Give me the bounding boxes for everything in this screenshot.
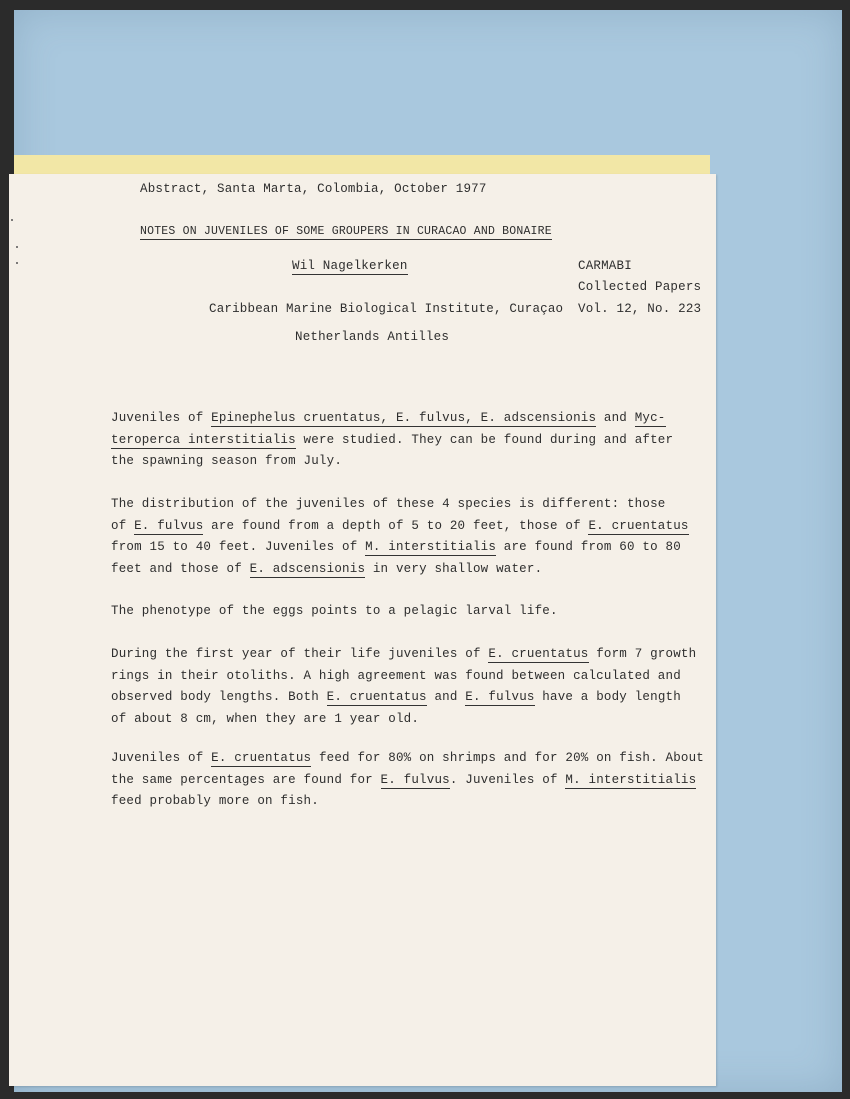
- author-name: Wil Nagelkerken: [292, 259, 408, 273]
- body-text: were studied. They can be found during and after: [295, 432, 674, 447]
- body-text: have a body length: [534, 690, 681, 704]
- body-text: Juveniles of: [111, 751, 212, 765]
- body-line: [111, 541, 681, 554]
- body-line: [111, 498, 666, 511]
- species-name: teroperca interstitialis: [111, 432, 296, 447]
- species-name: E. cruentatus: [211, 751, 312, 765]
- series-name: CARMABI: [578, 259, 632, 273]
- body-line: [111, 752, 704, 765]
- paper-title: NOTES ON JUVENILES OF SOME GROUPERS IN CURACAO AND BONAIRE: [140, 225, 552, 238]
- body-line: [111, 605, 558, 618]
- body-text: During the first year of their life juveniles of: [111, 647, 489, 661]
- body-line: [111, 795, 319, 808]
- body-text: feed for 80% on shrimps and for 20% on fish. About: [311, 751, 705, 765]
- species-name: Epinephelus cruentatus, E. fulvus, E. adscensionis: [211, 411, 597, 425]
- species-name: E. adscensionis: [249, 561, 366, 576]
- body-text: and: [426, 690, 466, 704]
- species-name: E. fulvus: [465, 690, 535, 704]
- body-text: form 7 growth: [588, 647, 697, 661]
- margin-mark: [16, 262, 18, 264]
- body-line: [111, 713, 419, 726]
- series-volume: Vol. 12, No. 223: [578, 302, 702, 316]
- body-line: [111, 670, 681, 683]
- body-line: [111, 648, 696, 661]
- body-text: the same percentages are found for: [111, 772, 381, 787]
- species-name: E. cruentatus: [588, 518, 689, 533]
- body-text: feed probably more on fish.: [111, 794, 319, 808]
- body-text: and: [596, 411, 635, 425]
- margin-mark: [16, 246, 18, 248]
- institute-name: Caribbean Marine Biological Institute, Curaçao: [209, 302, 564, 316]
- body-text: The distribution of the juveniles of these 4 species is different: those: [111, 497, 666, 511]
- body-line: [111, 434, 673, 447]
- body-line: [111, 563, 542, 576]
- species-name: M. interstitialis: [365, 540, 497, 554]
- abstract-line: Abstract, Santa Marta, Colombia, October 1977: [140, 182, 487, 196]
- body-line: [111, 412, 666, 425]
- body-line: [111, 455, 342, 468]
- body-text: the spawning season from July.: [111, 454, 343, 468]
- species-name: E. cruentatus: [326, 690, 427, 704]
- species-name: E. fulvus: [380, 772, 450, 787]
- body-text: from 15 to 40 feet. Juveniles of: [111, 540, 366, 554]
- body-text: of about 8 cm, when they are 1 year old.: [111, 711, 420, 726]
- body-text: feet and those of: [111, 561, 250, 576]
- country-name: Netherlands Antilles: [295, 330, 450, 344]
- body-text: of: [111, 518, 135, 533]
- body-text: are found from 60 to 80: [496, 540, 681, 554]
- body-line: [111, 691, 681, 704]
- body-text: observed body lengths. Both: [111, 690, 327, 704]
- body-text: are found from a depth of 5 to 20 feet, those of: [203, 518, 589, 533]
- series-collection: Collected Papers: [578, 280, 702, 294]
- body-line: [111, 774, 696, 787]
- document-page: [9, 174, 716, 1086]
- body-text: rings in their otoliths. A high agreement was found between calculated and: [111, 668, 681, 683]
- body-text: in very shallow water.: [365, 561, 543, 576]
- species-name: E. fulvus: [134, 518, 204, 533]
- body-text: . Juveniles of: [449, 772, 566, 787]
- species-name: M. interstitialis: [565, 772, 697, 787]
- species-name: E. cruentatus: [488, 647, 589, 661]
- body-text: Juveniles of: [111, 411, 212, 425]
- body-text: The phenotype of the eggs points to a pelagic larval life.: [111, 604, 558, 618]
- body-line: [111, 520, 689, 533]
- margin-mark: [11, 219, 13, 221]
- species-name: Myc-: [634, 411, 666, 425]
